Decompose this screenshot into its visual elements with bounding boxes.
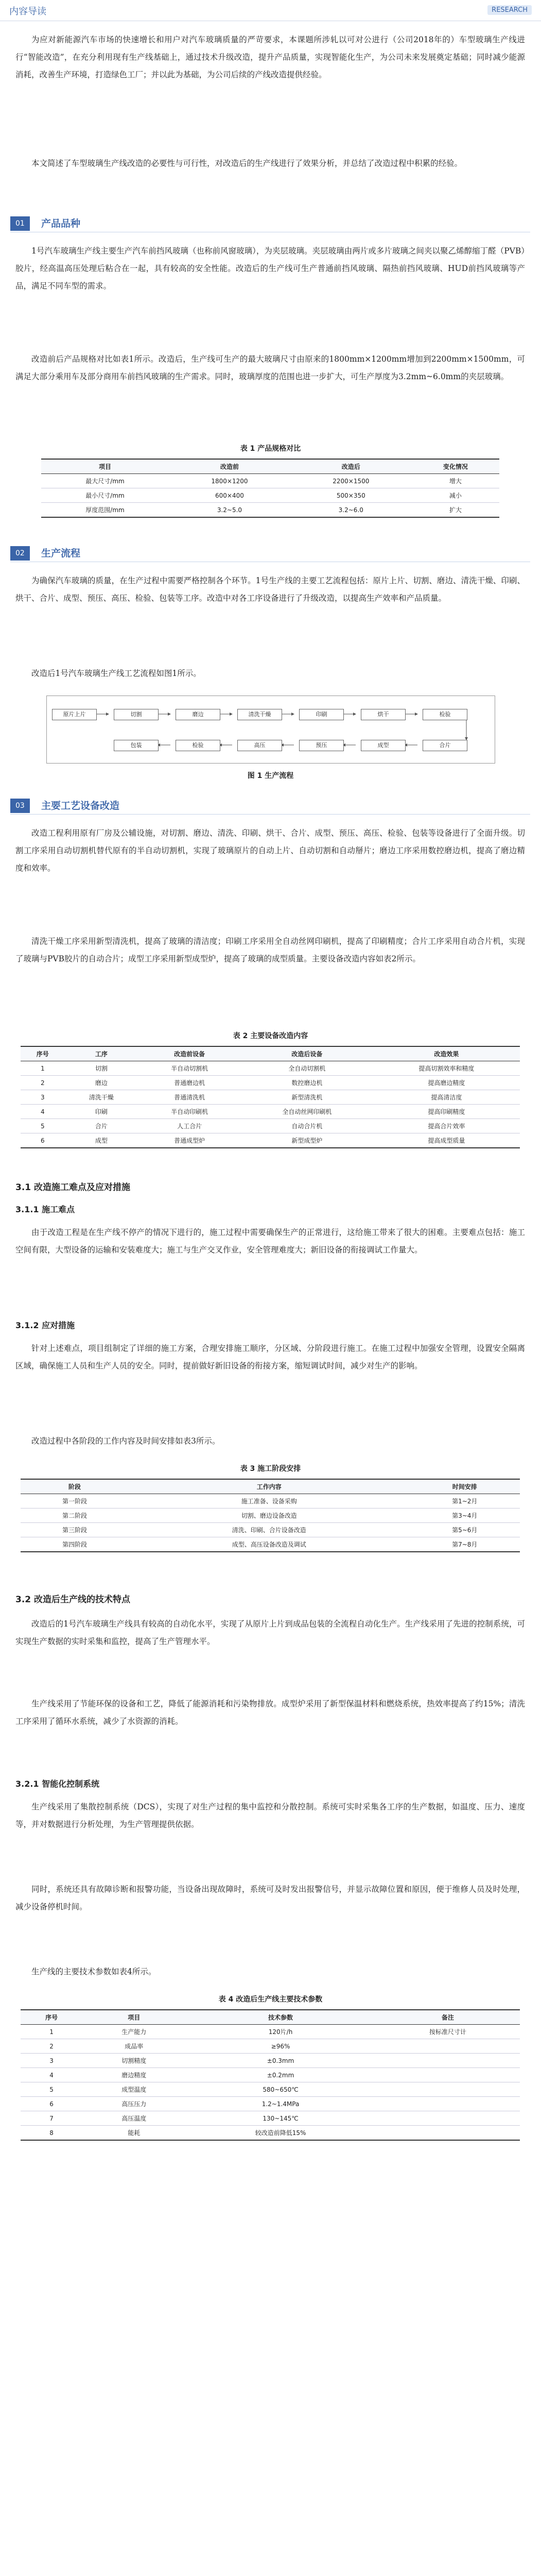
s3-paragraph-1: 改造工程利用原有厂房及公辅设施，对切割、磨边、清洗、印刷、烘干、合片、成型、预压、高压、检验、包装等设备进行了全面升级。切割工序采用自动切割机替代原有的半自动切割机，实现了玻璃原片的自动上片、自动切割和自动掰片；磨边工序采用数控磨边机，提高了磨边精度和效率。: [15, 828, 525, 873]
table-row: [21, 1494, 520, 1509]
table-header-cell: 变化情况: [412, 459, 499, 474]
table-header-row: [21, 2010, 520, 2025]
table-cell: 自动合片机: [241, 1119, 373, 1133]
header-bar: [0, 0, 541, 21]
section-header-1: [10, 216, 530, 232]
table-cell: 最大尺寸/mm: [41, 474, 169, 488]
table-cell: 3: [21, 1090, 65, 1105]
table-cell: 3: [21, 2054, 82, 2068]
table-cell: 半自动印刷机: [138, 1105, 241, 1119]
table-cell: 1.2~1.4MPa: [185, 2097, 375, 2111]
section-number: 03: [10, 799, 30, 813]
table-row: [21, 2025, 520, 2039]
intro-paragraph-1: 为应对新能源汽车市场的快速增长和用户对汽车玻璃质量的严苛要求，本课题所涉轧以可对公进行（公司2018年的）车型玻璃生产线进行“智能改造”，在充分利用现有生产线基础上，通过技术升级改造，提升产品质量，实现智能化生产，为公司未来发展奠定基础；同时减少能源消耗，改善生产环境，打造绿色工厂；并以此为基础，为公司后续的产线改造提供经验。: [15, 35, 525, 79]
header-tag: RESEARCH: [487, 5, 532, 15]
table-cell: 5: [21, 2082, 82, 2097]
table-row: [41, 503, 499, 518]
table-cell: 高压温度: [82, 2111, 185, 2126]
table-row: [21, 1090, 520, 1105]
table-cell: 半自动切割机: [138, 1061, 241, 1076]
table-header-cell: 工序: [65, 1046, 138, 1061]
table-cell: 120片/h: [185, 2025, 375, 2039]
table-cell: 清洗干燥: [65, 1090, 138, 1105]
flow-step: 合片: [423, 740, 467, 751]
table-cell: 第1~2月: [410, 1494, 520, 1509]
table-row: [21, 1061, 520, 1076]
subsection-title-3-2: 3.2 改造后生产线的技术特点: [15, 1595, 131, 1605]
table-cell: 成型: [65, 1133, 138, 1148]
table-header-cell: 改造前设备: [138, 1046, 241, 1061]
table-2: [21, 1046, 520, 1148]
s31-paragraph-2: 针对上述难点，项目组制定了详细的施工方案，合理安排施工顺序，分区域、分阶段进行施工。在施工过程中加强安全管理，设置安全隔离区域，确保施工人员和生产人员的安全。同时，提前做好新旧设备的衔接方案，缩短调试时间，减少对生产的影响。: [15, 1344, 525, 1370]
table-1-caption: 表 1 产品规格对比: [240, 445, 301, 453]
table-cell: 提高磨边精度: [373, 1076, 520, 1090]
table-cell: ±0.3mm: [185, 2054, 375, 2068]
table-cell: [376, 2111, 520, 2126]
flow-step: 成型: [361, 740, 406, 751]
table-cell: 全自动丝网印刷机: [241, 1105, 373, 1119]
table-row: [21, 1523, 520, 1537]
table-header-cell: 项目: [41, 459, 169, 474]
table-header-cell: 项目: [82, 2010, 185, 2025]
table-cell: 3.2~6.0: [290, 503, 412, 518]
flow-step: 检验: [176, 740, 220, 751]
table-row: [21, 2111, 520, 2126]
table-cell: 磨边: [65, 1076, 138, 1090]
table-row: [21, 1076, 520, 1090]
table-cell: ≥96%: [185, 2039, 375, 2054]
table-cell: 切割: [65, 1061, 138, 1076]
table-cell: 4: [21, 2068, 82, 2082]
table-header-cell: 改造效果: [373, 1046, 520, 1061]
table-cell: 第7~8月: [410, 1537, 520, 1552]
table-cell: 5: [21, 1119, 65, 1133]
table-cell: 2: [21, 1076, 65, 1090]
s32-paragraph-3: 生产线采用了集散控制系统（DCS），实现了对生产过程的集中监控和分散控制。系统可实时采集各工序的生产数据，如温度、压力、速度等，并对数据进行分析处理，为生产管理提供依据。: [15, 1802, 525, 1829]
section-title: 产品品种: [41, 218, 81, 229]
subsection-title-3-1: 3.1 改造施工难点及应对措施: [15, 1182, 131, 1193]
table-cell: 最小尺寸/mm: [41, 488, 169, 503]
subsection-title-3-1-2: 3.1.2 应对措施: [15, 1320, 75, 1330]
table-header-cell: 改造前: [169, 459, 290, 474]
table-header-row: [21, 1479, 520, 1494]
table-cell: [376, 2068, 520, 2082]
header-label: 内容导读: [9, 6, 46, 17]
flow-step: 检验: [423, 709, 467, 720]
s32-paragraph-4: 同时，系统还具有故障诊断和报警功能，当设备出现故障时，系统可及时发出报警信号，并显示故障位置和原因，便于维修人员及时处理，减少设备停机时间。: [15, 1885, 525, 1911]
table-cell: 能耗: [82, 2126, 185, 2141]
table-cell: 较改造前降低15%: [185, 2126, 375, 2141]
table-row: [21, 2126, 520, 2141]
table-cell: 数控磨边机: [241, 1076, 373, 1090]
flow-step: 烘干: [361, 709, 406, 720]
table-row: [21, 2082, 520, 2097]
table-row: [41, 488, 499, 503]
table-header-row: [21, 1046, 520, 1061]
table-cell: 减小: [412, 488, 499, 503]
table-cell: 新型成型炉: [241, 1133, 373, 1148]
table-cell: [376, 2054, 520, 2068]
table-row: [21, 1133, 520, 1148]
table-cell: 新型清洗机: [241, 1090, 373, 1105]
table-row: [21, 1537, 520, 1552]
table-cell: 500×350: [290, 488, 412, 503]
table-cell: [376, 2039, 520, 2054]
table-header-cell: 工作内容: [129, 1479, 410, 1494]
section-title: 生产流程: [41, 548, 81, 559]
table-header-cell: 改造后: [290, 459, 412, 474]
table-cell: 提高合片效率: [373, 1119, 520, 1133]
table-row: [21, 2097, 520, 2111]
table-cell: 1: [21, 2025, 82, 2039]
table-cell: 第5~6月: [410, 1523, 520, 1537]
table-cell: 生产能力: [82, 2025, 185, 2039]
table-cell: 第3~4月: [410, 1509, 520, 1523]
table-cell: 全自动切割机: [241, 1061, 373, 1076]
table-header-row: [41, 459, 499, 474]
table-cell: 提高切割效率和精度: [373, 1061, 520, 1076]
table-header-cell: 技术参数: [185, 2010, 375, 2025]
table-1: [41, 459, 499, 518]
table-cell: 普通清洗机: [138, 1090, 241, 1105]
intro-paragraph-2: 本文简述了车型玻璃生产线改造的必要性与可行性，对改造后的生产线进行了效果分析，并总结了改造过程中积累的经验。: [31, 159, 463, 168]
section-header-3: [10, 799, 530, 815]
table-row: [21, 1119, 520, 1133]
s1-paragraph-1: 1号汽车玻璃生产线主要生产汽车前挡风玻璃（也称前风窗玻璃），为夹层玻璃。夹层玻璃由两片或多片玻璃之间夹以聚乙烯醇缩丁醛（PVB）胶片，经高温高压处理后粘合在一起，具有较高的安全性能。改造后的生产线可生产普通前挡风玻璃、隔热前挡风玻璃、HUD前挡风玻璃等产品，满足不同车型的需求。: [15, 246, 525, 291]
flow-step: 高压: [237, 740, 282, 751]
table-header-cell: 阶段: [21, 1479, 129, 1494]
table-cell: 580~650℃: [185, 2082, 375, 2097]
table-3-caption: 表 3 施工阶段安排: [240, 1465, 301, 1473]
table-cell: 人工合片: [138, 1119, 241, 1133]
table-row: [21, 2054, 520, 2068]
table-cell: 切割精度: [82, 2054, 185, 2068]
s32-paragraph-2: 生产线采用了节能环保的设备和工艺，降低了能源消耗和污染物排放。成型炉采用了新型保温材料和燃烧系统，热效率提高了约15%；清洗工序采用了循环水系统，减少了水资源的消耗。: [15, 1699, 525, 1726]
table-cell: 1800×1200: [169, 474, 290, 488]
table-cell: 6: [21, 1133, 65, 1148]
table-cell: 1: [21, 1061, 65, 1076]
subsection-title-3-1-1: 3.1.1 施工难点: [15, 1205, 75, 1214]
flow-diagram: [46, 696, 495, 764]
s3-paragraph-2: 清洗干燥工序采用新型清洗机，提高了玻璃的清洁度；印刷工序采用全自动丝网印刷机，提高了印刷精度；合片工序采用自动合片机，实现了玻璃与PVB胶片的自动合片；成型工序采用新型成型炉，提高了玻璃的成型质量。主要设备改造内容如表2所示。: [15, 937, 525, 963]
table-cell: 3.2~5.0: [169, 503, 290, 518]
figure-1-caption: 图 1 生产流程: [247, 772, 294, 780]
table-cell: 合片: [65, 1119, 138, 1133]
table-row: [21, 2068, 520, 2082]
section-number: 02: [10, 546, 30, 561]
table-cell: [376, 2126, 520, 2141]
table-cell: 2: [21, 2039, 82, 2054]
table-cell: 提高印刷精度: [373, 1105, 520, 1119]
table-cell: 第三阶段: [21, 1523, 129, 1537]
table-cell: 增大: [412, 474, 499, 488]
flow-step: 切割: [114, 709, 159, 720]
section-header-2: [10, 546, 530, 562]
section-title: 主要工艺设备改造: [41, 800, 120, 811]
subsection-title-3-2-1: 3.2.1 智能化控制系统: [15, 1779, 100, 1789]
table-row: [21, 1105, 520, 1119]
table-cell: 7: [21, 2111, 82, 2126]
s32-paragraph-1: 改造后的1号汽车玻璃生产线具有较高的自动化水平，实现了从原片上片到成品包装的全流程自动化生产。生产线采用了先进的控制系统，可实现生产数据的实时采集和监控，提高了生产管理水平。: [15, 1619, 525, 1646]
table-cell: 高压压力: [82, 2097, 185, 2111]
table-header-cell: 改造后设备: [241, 1046, 373, 1061]
flow-step: 包装: [114, 740, 159, 751]
section-number: 01: [10, 216, 30, 231]
table-cell: 第二阶段: [21, 1509, 129, 1523]
table-cell: 8: [21, 2126, 82, 2141]
flow-arrows: [47, 696, 495, 763]
table-cell: 切割、磨边设备改造: [129, 1509, 410, 1523]
table-header-cell: 序号: [21, 1046, 65, 1061]
table-cell: 成型、高压设备改造及调试: [129, 1537, 410, 1552]
table-cell: 130~145℃: [185, 2111, 375, 2126]
table-cell: 提高成型质量: [373, 1133, 520, 1148]
table-4-caption: 表 4 改造后生产线主要技术参数: [218, 1995, 323, 2004]
table-cell: 施工准备、设备采购: [129, 1494, 410, 1509]
s1-paragraph-2: 改造前后产品规格对比如表1所示。改造后，生产线可生产的最大玻璃尺寸由原来的1800mm×1200mm增加到2200mm×1500mm，可满足大部分乘用车及部分商用车前挡风玻璃的生产需求。同时，玻璃厚度的范围也进一步扩大，可生产厚度为3.2mm~6.0mm的夹层玻璃。: [15, 354, 525, 381]
table-cell: 普通成型炉: [138, 1133, 241, 1148]
flow-step: 预压: [299, 740, 344, 751]
table-row: [41, 474, 499, 488]
table-cell: 普通磨边机: [138, 1076, 241, 1090]
table-cell: 600×400: [169, 488, 290, 503]
table-cell: 第一阶段: [21, 1494, 129, 1509]
table-cell: 6: [21, 2097, 82, 2111]
s31-paragraph-3: 改造过程中各阶段的工作内容及时间安排如表3所示。: [31, 1436, 220, 1446]
table-cell: 扩大: [412, 503, 499, 518]
table-cell: [376, 2082, 520, 2097]
table-cell: [376, 2097, 520, 2111]
table-cell: 按标准尺寸计: [376, 2025, 520, 2039]
table-row: [21, 2039, 520, 2054]
s31-paragraph-1: 由于改造工程是在生产线不停产的情况下进行的，施工过程中需要确保生产的正常进行，这给施工带来了很大的困难。主要难点包括：施工空间有限，大型设备的运输和安装难度大；施工与生产交叉作业，安全管理难度大；新旧设备的衔接调试工作量大。: [15, 1228, 525, 1255]
table-4: [21, 2009, 520, 2141]
table-2-caption: 表 2 主要设备改造内容: [233, 1032, 308, 1040]
table-row: [21, 1509, 520, 1523]
table-3: [21, 1479, 520, 1552]
table-cell: 第四阶段: [21, 1537, 129, 1552]
flow-step: 磨边: [176, 709, 220, 720]
table-cell: 提高清洁度: [373, 1090, 520, 1105]
table-cell: 清洗、印刷、合片设备改造: [129, 1523, 410, 1537]
table-cell: 4: [21, 1105, 65, 1119]
s2-paragraph-2: 改造后1号汽车玻璃生产线工艺流程如图1所示。: [31, 669, 201, 678]
table-cell: 印刷: [65, 1105, 138, 1119]
flow-step: 原片上片: [52, 709, 97, 720]
table-cell: 成品率: [82, 2039, 185, 2054]
table-header-cell: 序号: [21, 2010, 82, 2025]
table-header-cell: 时间安排: [410, 1479, 520, 1494]
table-header-cell: 备注: [376, 2010, 520, 2025]
s32-paragraph-5: 生产线的主要技术参数如表4所示。: [31, 1967, 156, 1976]
table-cell: 磨边精度: [82, 2068, 185, 2082]
table-cell: 厚度范围/mm: [41, 503, 169, 518]
s2-paragraph-1: 为确保汽车玻璃的质量，在生产过程中需要严格控制各个环节。1号生产线的主要工艺流程包括：原片上片、切割、磨边、清洗干燥、印刷、烘干、合片、成型、预压、高压、检验、包装等工序。改造中对各工序设备进行了升级改造，以提高生产效率和产品质量。: [15, 576, 525, 603]
table-cell: 2200×1500: [290, 474, 412, 488]
flow-step: 清洗干燥: [237, 709, 282, 720]
flow-step: 印刷: [299, 709, 344, 720]
table-cell: ±0.2mm: [185, 2068, 375, 2082]
table-cell: 成型温度: [82, 2082, 185, 2097]
